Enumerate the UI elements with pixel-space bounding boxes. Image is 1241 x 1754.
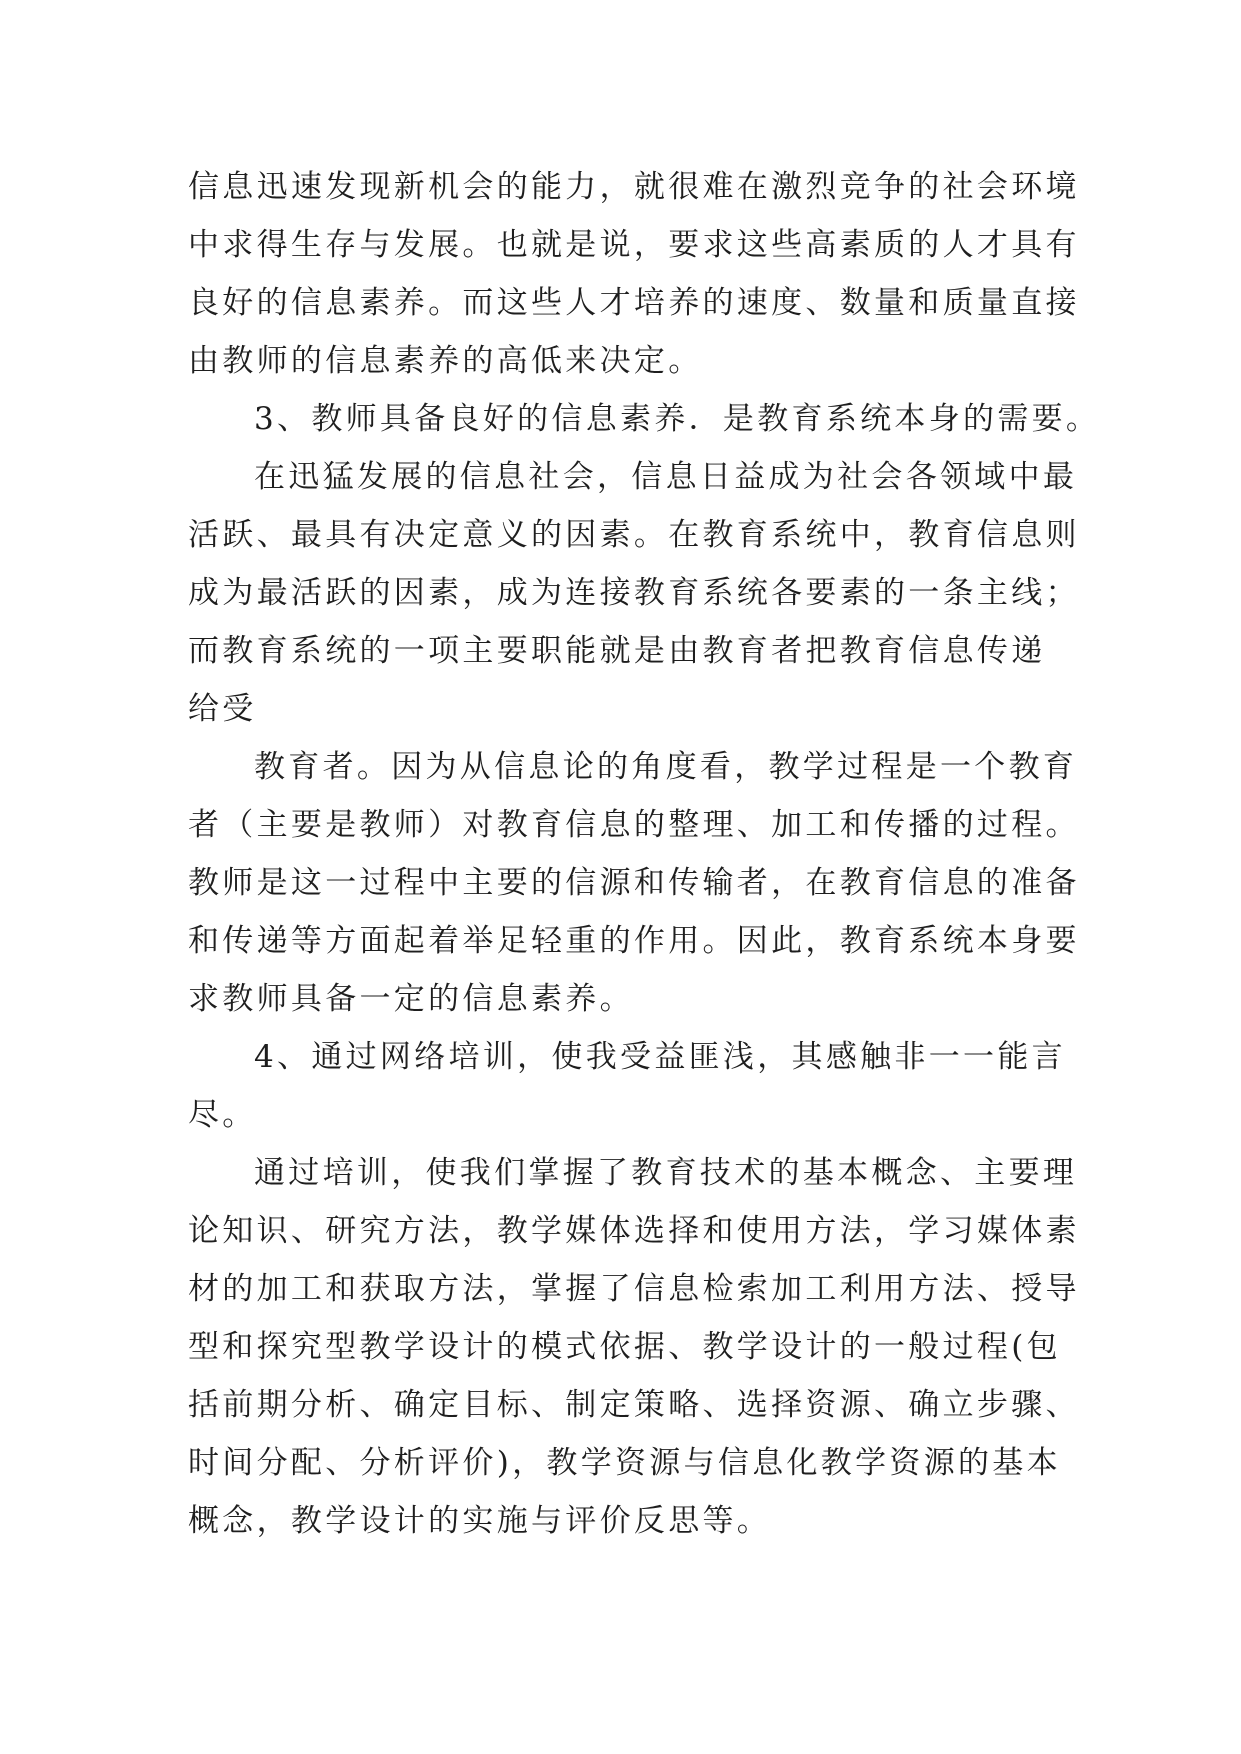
text-line: 4、通过网络培训，使我受益匪浅，其感触非一一能言 xyxy=(254,1039,1066,1075)
text-line: 信息迅速发现新机会的能力，就很难在激烈竞争的社会环境 xyxy=(188,169,1080,205)
text-line: 时间分配、分析评价)，教学资源与信息化教学资源的基本 xyxy=(188,1445,1061,1481)
text-line: 给受 xyxy=(188,691,257,727)
text-line: 教师是这一过程中主要的信源和传输者，在教育信息的准备 xyxy=(188,865,1080,901)
text-line: 教育者。因为从信息论的角度看，教学过程是一个教育 xyxy=(254,749,1078,785)
text-line: 求教师具备一定的信息素养。 xyxy=(188,981,634,1017)
text-line: 概念，教学设计的实施与评价反思等。 xyxy=(188,1503,772,1539)
text-line: 在迅猛发展的信息社会，信息日益成为社会各领域中最 xyxy=(254,459,1078,495)
text-line: 由教师的信息素养的高低来决定。 xyxy=(188,343,703,379)
text-line: 和传递等方面起着举足轻重的作用。因此，教育系统本身要 xyxy=(188,923,1080,959)
text-line: 通过培训，使我们掌握了教育技术的基本概念、主要理 xyxy=(254,1155,1078,1191)
text-line: 尽。 xyxy=(188,1097,257,1133)
body-text xyxy=(188,158,1101,1550)
text-line: 论知识、研究方法，教学媒体选择和使用方法，学习媒体素 xyxy=(188,1213,1080,1249)
text-line: 材的加工和获取方法，掌握了信息检索加工利用方法、授导 xyxy=(188,1271,1080,1307)
text-line: 而教育系统的一项主要职能就是由教育者把教育信息传递 xyxy=(188,633,1046,669)
text-line: 成为最活跃的因素，成为连接教育系统各要素的一条主线； xyxy=(188,575,1080,611)
text-line: 型和探究型教学设计的模式依据、教学设计的一般过程(包 xyxy=(188,1329,1061,1365)
text-line: 中求得生存与发展。也就是说，要求这些高素质的人才具有 xyxy=(188,227,1080,263)
text-line: 3、教师具备良好的信息素养．是教育系统本身的需要。 xyxy=(254,401,1101,437)
text-line: 者（主要是教师）对教育信息的整理、加工和传播的过程。 xyxy=(188,807,1080,843)
text-line: 良好的信息素养。而这些人才培养的速度、数量和质量直接 xyxy=(188,285,1080,321)
text-line: 括前期分析、确定目标、制定策略、选择资源、确立步骤、 xyxy=(188,1387,1080,1423)
text-line: 活跃、最具有决定意义的因素。在教育系统中，教育信息则 xyxy=(188,517,1080,553)
